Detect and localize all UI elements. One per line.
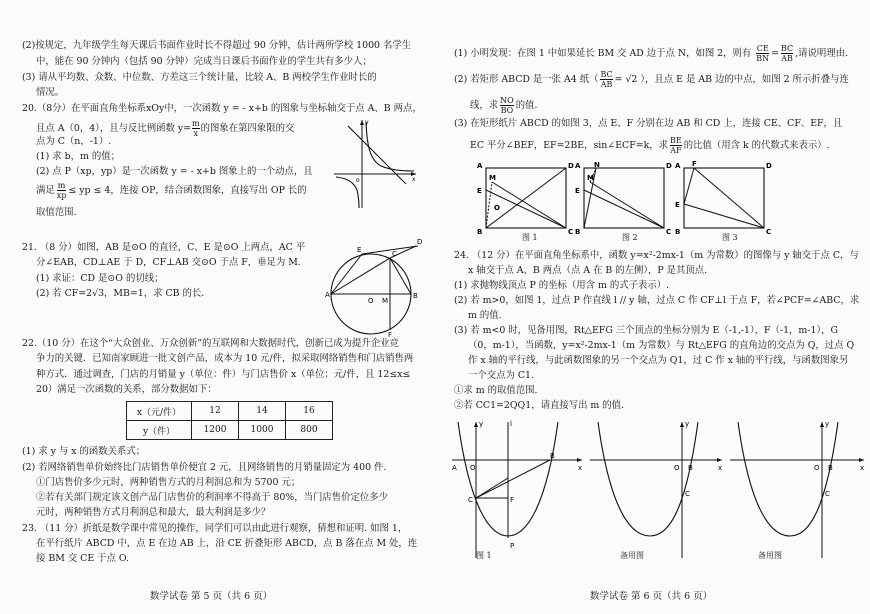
graph1-caption: 图 1 [476, 551, 492, 560]
frac-ce-num: CE [756, 44, 769, 53]
q23c-eq: = [771, 48, 779, 59]
svg-text:F: F [388, 331, 393, 338]
q24-line3: (1) 求抛物线顶点 P 的坐标（用含 m 的式子表示）. [454, 280, 670, 291]
svg-text:C: C [666, 228, 672, 236]
q21-line3: (1) 求证：CD 是⊙O 的切线； [36, 273, 164, 284]
svg-text:x: x [578, 464, 583, 472]
q20-line4: (1) 求 b，m 的值； [36, 151, 120, 162]
svg-text:y: y [479, 420, 484, 428]
q19-line3: (3) 请从平均数、众数、中位数、方差这三个统计量，比较 A、B 两校学生作业时长的 [22, 72, 377, 83]
svg-text:B: B [828, 464, 833, 472]
q22-line4: 20）满足一次函数的关系，部分数据如下： [36, 384, 217, 395]
q20-frac-num: m [192, 119, 200, 128]
q21-line4: (2) 若 CF=2√3，MB=1，求 CB 的长. [36, 288, 205, 299]
frac-bc2-num: BC [600, 70, 613, 79]
q20-text-a: 且点 A（0，4），且与反比例函数 y= [36, 123, 191, 134]
page-footer-right: 数学试卷 第 6 页（共 6 页） [590, 591, 713, 602]
graph2-caption: 备用图 [620, 551, 644, 560]
svg-text:A: A [477, 162, 483, 170]
svg-text:E: E [675, 201, 680, 209]
fig3-caption: 图 3 [722, 233, 738, 242]
svg-text:C: C [825, 490, 830, 498]
q23c-line2 [454, 70, 849, 89]
frac-ab-den: AB [781, 54, 793, 63]
frac-ab2-den: AB [600, 80, 613, 89]
table-row [127, 421, 333, 440]
table-cell: 16 [286, 402, 333, 421]
q23c-line3 [470, 96, 537, 115]
svg-text:B: B [688, 464, 693, 472]
svg-text:O: O [368, 297, 374, 305]
q20-frac-den: x [193, 129, 199, 138]
q21-line2: 分∠EAB，CD⊥AE 于 D，CF⊥AB 交⊙O 于点 F，垂足为 M. [36, 257, 301, 268]
table-cell: 800 [286, 421, 333, 440]
q23c-text-c: (2) 若矩形 ABCD 是一张 A4 纸（ [454, 74, 599, 85]
q23c-text-f: 的值. [515, 100, 538, 111]
svg-text:M: M [489, 174, 496, 182]
svg-text:D: D [766, 162, 772, 170]
svg-text:B: B [477, 228, 483, 236]
svg-text:C: C [468, 496, 473, 504]
frac-bo-den: BO [500, 106, 514, 115]
q20-line1: 20.（8分）在平面直角坐标系xOy中，一次函数 y = - x+b 的图象与坐标轴交于点 A、B 两点， [22, 103, 422, 114]
svg-text:B: B [413, 292, 418, 300]
svg-text:N: N [594, 161, 600, 169]
svg-text:P: P [510, 542, 515, 550]
q23c-text-e: 线，求 [470, 100, 499, 111]
q21-line1: 21. （8 分）如图，AB 是⊙O 的直径，C、E 是⊙O 上两点，AC 平 [22, 242, 306, 253]
q20-text-b: 的图象在第四象限的交 [200, 123, 295, 134]
q24-line2: x 轴交于点 A、B 两点（点 A 在 B 的左侧），P 是其顶点. [468, 265, 708, 276]
svg-text:A: A [675, 162, 681, 170]
frac-bc-num: BC [781, 44, 794, 53]
q22-line3: 种方式．通过调查，门店的月销量 y（单位：件）与门店售价 x（单位：元/件，且 12≤x≤ [36, 369, 411, 380]
svg-text:y: y [825, 420, 830, 428]
q23c-text-h: 的比值（用含 k 的代数式来表示）. [683, 140, 830, 151]
svg-text:C: C [392, 250, 397, 258]
svg-text:D: D [666, 162, 672, 170]
svg-text:F: F [510, 496, 515, 504]
q24-line4: (2) 若 m>0，如图 1，过点 P 作直线 l // y 轴，过点 C 作 CF⊥l 于点 F，若∠PCF=∠ABC，求 [454, 295, 860, 306]
q24-graphs [450, 418, 870, 562]
svg-text:x: x [860, 464, 865, 472]
svg-text:A: A [325, 291, 330, 299]
q19-line4: 情况。 [36, 87, 65, 98]
q20-graph [326, 116, 420, 210]
svg-text:l: l [510, 420, 512, 428]
q20-line7: 取值范围. [36, 207, 77, 218]
frac-af-den: AF [670, 146, 682, 155]
graph3-caption: 备用图 [758, 551, 782, 560]
svg-text:O: O [674, 464, 680, 472]
svg-text:E: E [357, 246, 362, 254]
table-cell: 1000 [239, 421, 286, 440]
q22-line1: 22.（10 分）在这个“大众创业、万众创新”的互联网和大数据时代，创新已成为提升企业竞 [22, 338, 399, 349]
q23-line3: 接 BM 交 CE 于点 O. [36, 553, 130, 564]
svg-text:x: x [412, 176, 416, 183]
table-header-y: y（件） [127, 421, 192, 440]
q23-line2: 在平行纸片 ABCD 中，点 E 在边 AB 上，沿 CE 折叠矩形 ABCD，点 B 落在点 M 处，连 [36, 538, 418, 549]
fig1-caption: 图 1 [522, 233, 538, 242]
q22-part2b: ②若有关部门规定该文创产品门店售价的利润率不得高于 80%，当门店售价定位多少 [36, 492, 388, 503]
svg-text:C: C [685, 490, 690, 498]
svg-text:A: A [452, 464, 457, 472]
q19-line1: (2)按规定，九年级学生每天课后书面作业时长不得超过 90 分钟，估计两所学校 1000 名学生 [22, 40, 412, 51]
svg-text:C: C [568, 228, 574, 236]
table-row [127, 402, 333, 421]
q22-part2a: ①门店售价多少元时，两种销售方式的月利润总和为 5700 元； [36, 477, 301, 488]
q20-frac2-den: xp [56, 191, 67, 200]
q22-data-table [126, 401, 333, 440]
svg-text:O: O [470, 464, 476, 472]
svg-text:O: O [814, 464, 820, 472]
q19-line2: 中，能在 90 分钟内（包括 90 分钟）完成当日课后书面作业的学生共有多少人； [36, 56, 372, 67]
page-footer-left: 数学试卷 第 5 页（共 6 页） [150, 591, 273, 602]
q24-line11: ②若 CC1=2QQ1，请直接写出 m 的值. [454, 400, 625, 411]
frac-no-num: NO [500, 96, 514, 105]
q24-line9: 一个交点为 C1. [468, 370, 534, 381]
svg-text:D: D [568, 162, 574, 170]
svg-text:B: B [675, 228, 681, 236]
svg-text:E: E [575, 187, 580, 195]
svg-text:A: A [575, 162, 581, 170]
svg-text:B: B [550, 452, 555, 460]
table-cell: 1200 [192, 421, 239, 440]
q23c-text-g: EC 平分∠BEF，EF=2BE，sin∠ECF=k，求 [470, 140, 669, 151]
svg-text:M: M [587, 174, 594, 182]
q22-line2: 争力的关键．已知南家顾进一批文创产品，成本为 10 元/件，拟采取网络销售和门店销售两 [36, 353, 414, 364]
q24-line8: 作 x 轴的平行线，与此函数图象的另一个交点为 Q1，过 C 作 x 轴的平行线，与函数图象另 [468, 355, 849, 366]
svg-text:C: C [766, 228, 772, 236]
svg-text:B: B [575, 228, 581, 236]
q23c-line1 [454, 44, 848, 63]
q20-line6 [36, 181, 307, 200]
q20-frac2-num: m [57, 181, 66, 190]
svg-text:O: O [494, 204, 500, 212]
q23c-line4: (3) 在矩形纸片 ABCD 的如图 3，点 E、F 分别在边 AB 和 CD 上，连接 CE、CF、EF，且 [454, 118, 843, 129]
q23c-text-d: = √2 ），且点 E 是 AB 边的中点，如图 2 所示折叠与连 [614, 74, 849, 85]
svg-text:o: o [356, 177, 360, 184]
svg-text:F: F [692, 160, 697, 168]
q22-part2c: 元时，两种销售方式月利润总和最大，最大利润是多少？ [36, 507, 271, 518]
frac-bn-den: BN [756, 54, 770, 63]
q24-line10: ①求 m 的取值范围. [454, 385, 538, 396]
q23-line1: 23. （11 分）折纸是数学课中常见的操作，同学们可以由此进行观察，猜想和证明. 如图 1， [22, 523, 408, 534]
q22-part2: (2) 若网络销售单价始终比门店销售单价便宜 2 元，且网络销售的月销量固定为 400 件. [22, 462, 387, 473]
q24-line1: 24. （12 分）在平面直角坐标系中，函数 y=x²-2mx-1（m 为常数）的图像与 y 轴交于点 C，与 [454, 250, 859, 261]
table-header-x: x（元/件） [127, 402, 192, 421]
q20-line3: 点为 C（n，-1）. [36, 136, 112, 147]
table-cell: 14 [239, 402, 286, 421]
q20-text-c: 满足 [36, 185, 55, 196]
svg-text:y: y [685, 420, 690, 428]
fig2-caption: 图 2 [622, 233, 638, 242]
svg-text:x: x [718, 464, 723, 472]
q23c-line5 [470, 136, 830, 155]
table-cell: 12 [192, 402, 239, 421]
q23c-text-a: (1) 小明发现：在图 1 中如果延长 BM 交 AD 边于点 N，如图 2，则有 [454, 48, 752, 59]
q21-circle-figure [316, 236, 426, 338]
q20-line5: (2) 点 P（xp，yp）是一次函数 y = - x+b 图象上的一个动点，且 [36, 166, 313, 177]
q24-line5: m 的值. [468, 310, 502, 321]
svg-text:M: M [382, 297, 389, 305]
frac-be-num: BE [670, 136, 682, 145]
q22-part1: (1) 求 y 与 x 的函数关系式； [22, 446, 146, 457]
q24-line7: （0，m-1），当函数，y=x²-2mx-1（m 为常数）与 Rt△EFG 的直角边的交点为 Q，过点 Q [468, 340, 855, 351]
svg-text:D: D [417, 238, 423, 246]
q20-text-d: ≤ yp ≤ 4，连接 OP，结合函数图象，直接写出 OP 长的 [68, 185, 307, 196]
q24-line6: (3) 若 m<0 时，见备用图，Rt△EFG 三个顶点的坐标分别为 E（-1,-1），F（-1，m-1），G [454, 325, 838, 336]
svg-text:E: E [477, 187, 482, 195]
q23c-text-b: ,请说明理由. [795, 48, 848, 59]
svg-text:y: y [365, 119, 369, 126]
